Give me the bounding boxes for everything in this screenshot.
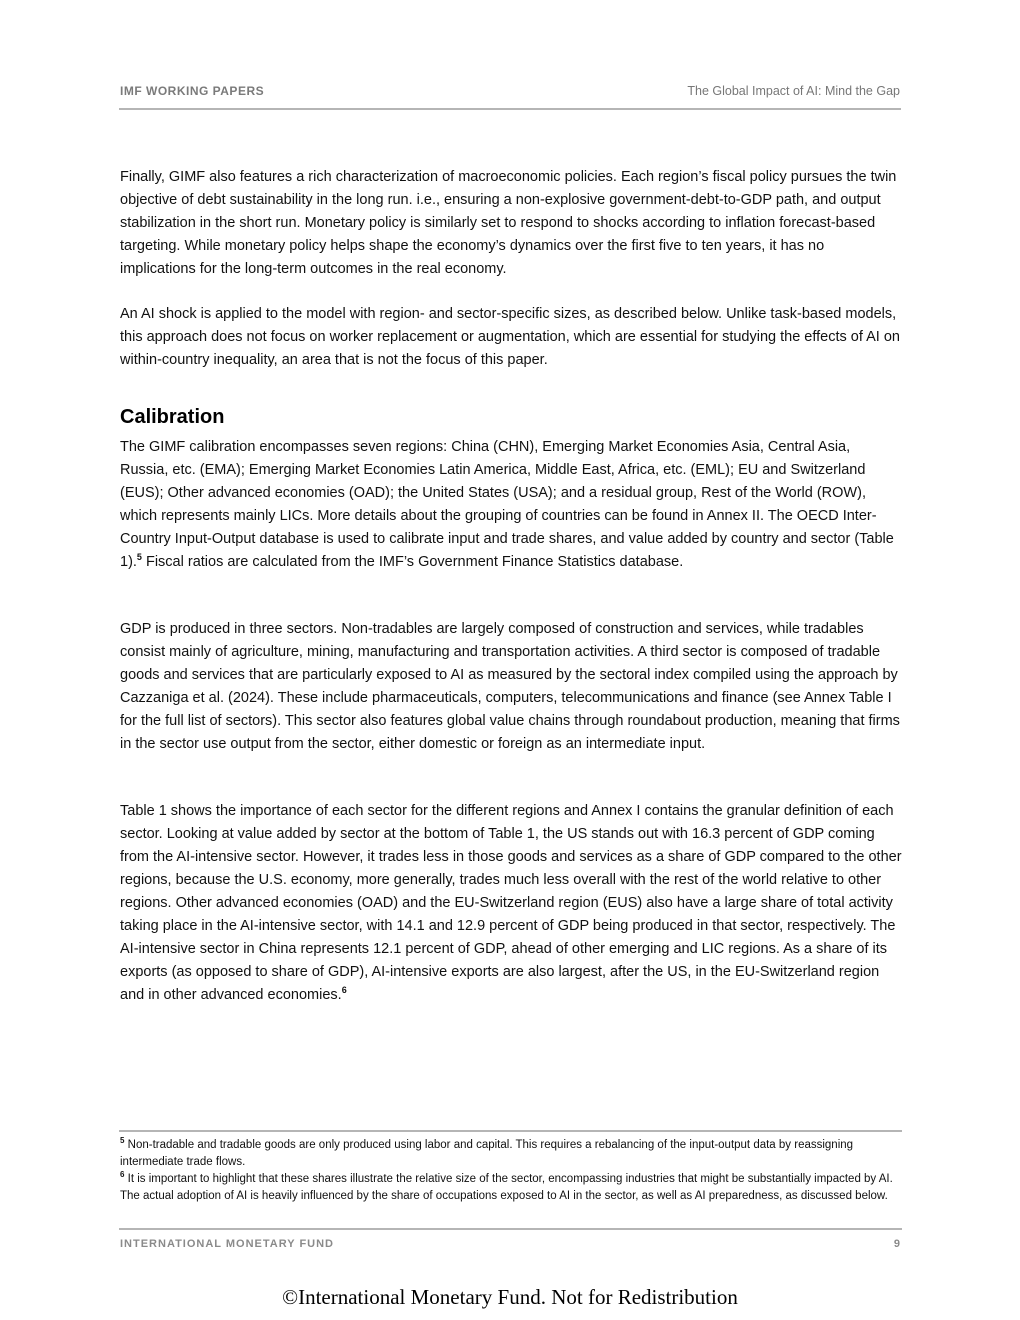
paragraph-ai-shock [120,303,902,372]
footnotes [120,1137,902,1205]
text-run: Fiscal ratios are calculated from the IMF’s Government Finance Statistics database. [141,554,684,570]
footnote-ref-6[interactable]: 6 [341,985,347,996]
footnote-5 [120,1137,902,1171]
paragraph-calibration [120,436,902,574]
footer-divider [119,1228,902,1230]
footnote-6 [120,1171,902,1205]
text-run: The GIMF calibration encompasses seven regions: China (CHN), Emerging Market Economies Asia, Central Asia, Russia, etc. (EMA); Emerging Market Economies Latin America, Middle East, Africa, etc. (EML); EU and Switzerland (EUS); Other advanced economies (OAD); the United States (USA); and a residual group, Rest of the World (ROW), which represents mainly LICs. More details about the grouping of countries can be found in Annex II. The OECD Inter-Country Input-Output database is used to calibrate input and trade shares, and value added by country and sector (Table 1). [120,439,894,570]
footnote-number: 5 [120,1136,125,1146]
series-title: IMF WORKING PAPERS [120,84,265,98]
paragraph-macro-policies [120,166,902,281]
footnote-ref-5[interactable]: 5 [136,552,142,563]
footnote-divider [119,1130,902,1132]
paragraph-text: GDP is produced in three sectors. Non-tradables are largely composed of construction and services, while tradables consist mainly of agriculture, mining, manufacturing and transportation activities. A third sector is composed of tradable goods and services that are particularly exposed to AI as measured by the sectoral index compiled using the approach by Cazzaniga et al. (2024). These include pharmaceuticals, computers, telecommunications and finance (see Annex Table I for the full list of sectors). This sector also features global value chains through roundabout production, meaning that firms in the sector use output from the sector, either domestic or foreign as an intermediate input. [120,621,900,752]
paragraph-text [120,800,902,1007]
footnote-number: 6 [120,1170,125,1180]
section-heading: Calibration [120,406,225,428]
paragraph-text [120,436,902,574]
paragraph-sectors [120,618,902,756]
copyright-notice: ©International Monetary Fund. Not for Redistribution [282,1285,738,1309]
footnote-text: Non-tradable and tradable goods are only produced using labor and capital. This requires a rebalancing of the input-output data by reassigning intermediate trade flows. [120,1139,854,1168]
text-run: Table 1 shows the importance of each sector for the different regions and Annex I contains the granular definition of each sector. Looking at value added by sector at the bottom of Table 1, the US stands out with 16.3 percent of GDP coming from the AI-intensive sector. However, it trades less in those goods and services as a share of GDP compared to the other regions, because the U.S. economy, more generally, trades much less overall with the rest of the world relative to other regions. Other advanced economies (OAD) and the EU-Switzerland region (EUS) also have a large share of total activity taking place in the AI-intensive sector, with 14.1 and 12.9 percent of GDP being produced in that sector, respectively. The AI-intensive sector in China represents 12.1 percent of GDP, ahead of other emerging and LIC regions. As a share of its exports (as opposed to share of GDP), AI-intensive exports are also largest, after the US, in the EU-Switzerland region and in other advanced economies. [120,803,902,1003]
paper-title: The Global Impact of AI: Mind the Gap [687,84,900,98]
paragraph-text: An AI shock is applied to the model with region- and sector-specific sizes, as described below. Unlike task-based models, this approach does not focus on worker replacement or augmentation, which are essential for studying the effects of AI on within-country inequality, an area that is not the focus of this paper. [120,306,900,368]
paragraph-table1 [120,800,902,1007]
page-number: 9 [893,1238,900,1250]
paragraph-text: Finally, GIMF also features a rich characterization of macroeconomic policies. Each region’s fiscal policy pursues the twin objective of debt sustainability in the long run. i.e., ensuring a non-explosive government-debt-to-GDP path, and output stabilization in the short run. Monetary policy is similarly set to respond to shocks according to inflation forecast-based targeting. While monetary policy helps shape the economy’s dynamics over the first five to ten years, it has no implications for the long-term outcomes in the real economy. [120,169,897,277]
footer-publisher: INTERNATIONAL MONETARY FUND [120,1238,334,1250]
page-header [119,82,901,110]
footnote-text: It is important to highlight that these shares illustrate the relative size of the sector, encompassing industries that might be substantially impacted by AI. The actual adoption of AI is heavily influenced by the share of occupations exposed to AI in the sector, as well as AI preparedness, as discussed below. [120,1173,893,1202]
